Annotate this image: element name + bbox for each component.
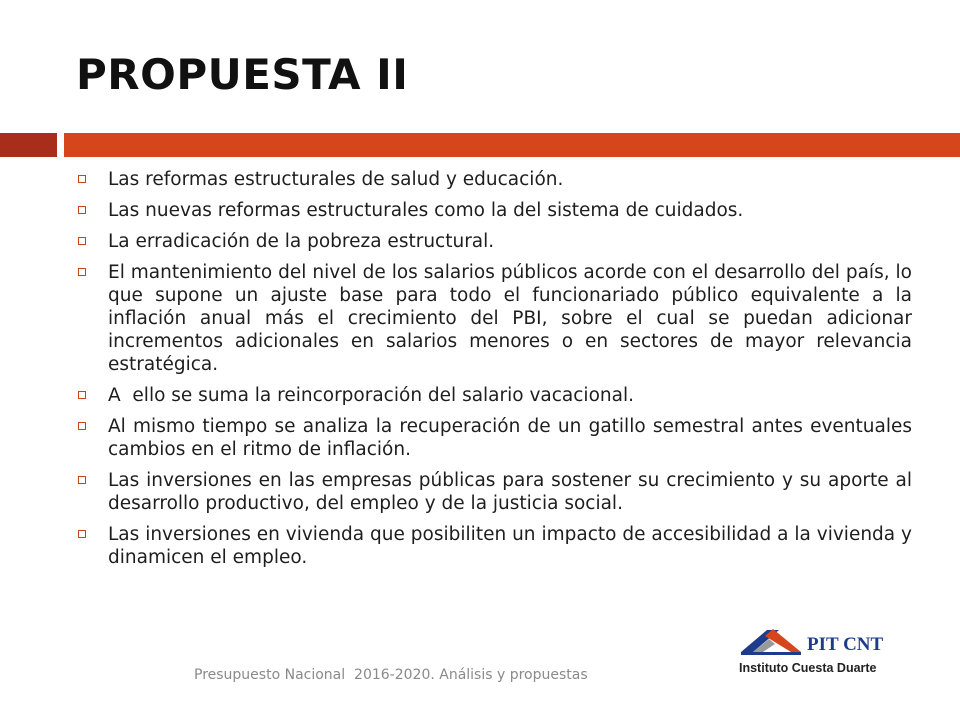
- title-accent-bar-dark: [0, 133, 57, 157]
- logo-base-line: [741, 652, 801, 655]
- hollow-square-icon: [78, 206, 86, 214]
- hollow-square-icon: [78, 391, 86, 399]
- bullet-item: [76, 199, 912, 222]
- hollow-square-icon: [78, 268, 86, 276]
- hollow-square-icon: [78, 476, 86, 484]
- bullet-item: [76, 168, 912, 191]
- bullet-item: [76, 384, 912, 407]
- hollow-square-icon: [78, 175, 86, 183]
- title-accent-bar: [64, 133, 960, 157]
- slide-title: PROPUESTA II: [76, 50, 409, 99]
- bullet-item: [76, 230, 912, 253]
- hollow-square-icon: [78, 422, 86, 430]
- hollow-square-icon: [78, 237, 86, 245]
- bullet-text: El mantenimiento del nivel de los salarios públicos acorde con el desarrollo del país, lo que supone un ajuste base para todo el funcionariado público equivalente a la inflación anual más el crecimiento del PBI, sobre el cual se puedan adicionar incrementos adicionales en salarios menores o en sectores de mayor relevancia estratégica.: [108, 262, 912, 375]
- bullet-text: Las inversiones en vivienda que posibiliten un impacto de accesibilidad a la vivienda y dinamicen el empleo.: [108, 524, 912, 568]
- logo-line2: Instituto Cuesta Duarte: [739, 661, 877, 675]
- bullet-item: [76, 261, 912, 376]
- bullet-text: Al mismo tiempo se analiza la recuperación de un gatillo semestral antes eventuales cambios en el ritmo de inflación.: [108, 416, 912, 460]
- bullet-text: Las inversiones en las empresas públicas para sostener su crecimiento y su aporte al desarrollo productivo, del empleo y de la justicia social.: [108, 470, 912, 514]
- bullet-text: La erradicación de la pobreza estructural.: [108, 231, 495, 252]
- bullet-item: [76, 469, 912, 515]
- slide-footer: Presupuesto Nacional 2016-2020. Análisis y propuestas: [194, 667, 588, 683]
- hollow-square-icon: [78, 530, 86, 538]
- bullet-list: [76, 168, 912, 577]
- bullet-text: Las nuevas reformas estructurales como la del sistema de cuidados.: [108, 200, 744, 221]
- logo-line1: PIT CNT: [807, 634, 884, 655]
- bullet-text: Las reformas estructurales de salud y educación.: [108, 169, 564, 190]
- bullet-item: [76, 523, 912, 569]
- pit-cnt-logo: [735, 612, 897, 682]
- bullet-item: [76, 415, 912, 461]
- bullet-text: A ello se suma la reincorporación del salario vacacional.: [108, 385, 634, 406]
